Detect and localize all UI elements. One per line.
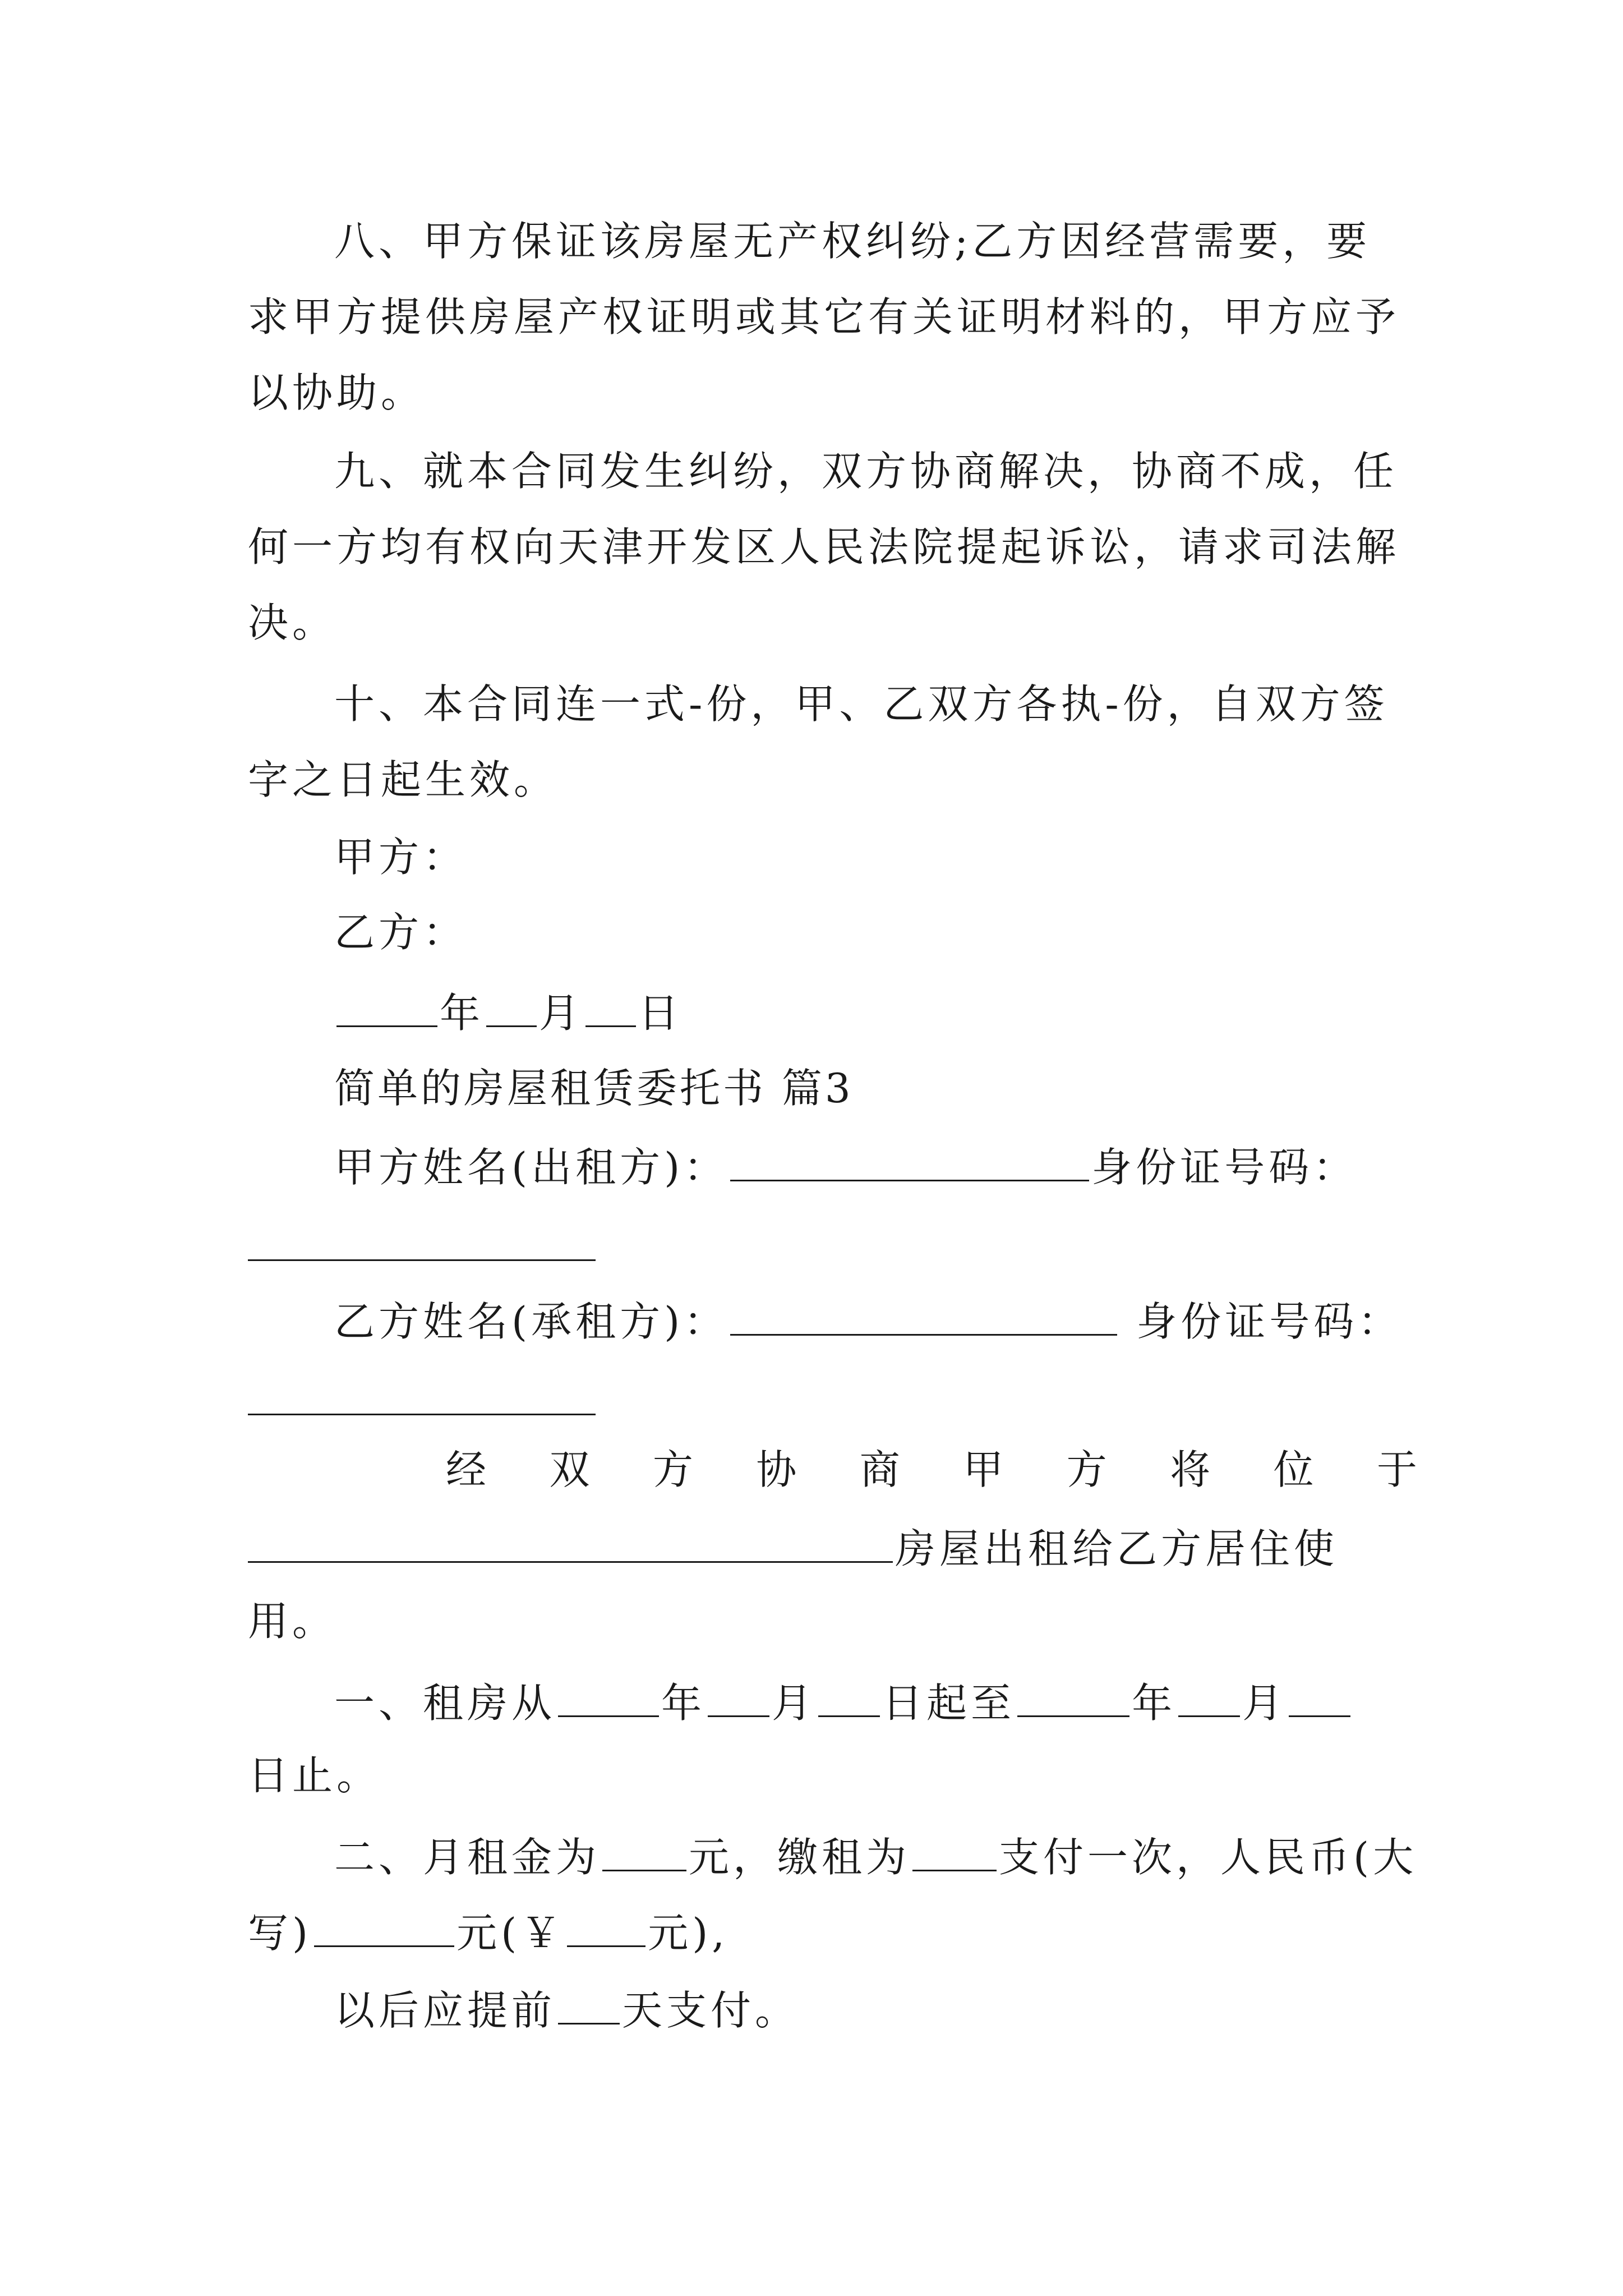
agreement-char: 将 <box>1170 1446 1215 1493</box>
signing-date <box>334 982 1623 1041</box>
clause-9-text-1: 九、就本合同发生纠纷，双方协商解决，协商不成，任 <box>334 448 1398 495</box>
agreement-char: 协 <box>756 1446 801 1493</box>
start-day-blank <box>818 1672 880 1717</box>
monthly-rent-line-1 <box>334 1826 1623 1885</box>
month-label: 月 <box>539 990 584 1037</box>
clause-9-line-3 <box>248 595 1623 651</box>
year-label: 年 <box>440 990 485 1037</box>
lessor-id-blank <box>248 1259 596 1261</box>
advance-days-blank <box>558 1979 620 2024</box>
monthly-rent-line-2 <box>248 1902 1623 1961</box>
party-a-signature <box>334 829 1623 885</box>
lessor-id-label: 身份证号码： <box>1091 1144 1358 1191</box>
month-blank <box>486 982 537 1027</box>
start-year-blank <box>558 1672 659 1717</box>
lessee-line <box>334 1290 1623 1350</box>
lessor-line <box>334 1136 1623 1195</box>
end-month-blank <box>1178 1672 1240 1717</box>
agreement-char: 经 <box>446 1446 491 1493</box>
agreement-end-text: 用。 <box>248 1598 337 1645</box>
agreement-char: 方 <box>652 1446 697 1493</box>
lessee-id-blank <box>248 1414 596 1415</box>
clause-9-text-3: 决。 <box>248 599 337 646</box>
clause-9-text-2: 何一方均有权向天津开发区人民法院提起诉讼，请求司法解 <box>248 523 1400 570</box>
payment-text: 支付一次，人民币(大 <box>999 1834 1418 1881</box>
rent-end-text: 日止。 <box>248 1752 381 1799</box>
capital-amount-blank <box>314 1902 454 1947</box>
payment-cycle-blank <box>912 1826 997 1871</box>
end-month-label: 月 <box>1242 1680 1287 1727</box>
agreement-char: 甲 <box>963 1446 1008 1493</box>
lessee-name-blank <box>730 1290 1117 1336</box>
lessor-name-label: 甲方姓名(出租方)： <box>334 1144 728 1191</box>
agreement-tail-text: 房屋出租给乙方居住使 <box>895 1525 1339 1572</box>
rent-to-label: 日起至 <box>882 1680 1016 1727</box>
section-title-text: 简单的房屋租赁委托书 篇3 <box>334 1065 854 1112</box>
start-month-label: 月 <box>772 1680 817 1727</box>
capital-label: 写) <box>248 1910 312 1957</box>
clause-8-line-2 <box>248 289 1623 345</box>
agreement-char: 双 <box>549 1446 594 1493</box>
agreement-char: 于 <box>1377 1446 1422 1493</box>
agreement-line-3 <box>248 1593 1623 1649</box>
clause-10-text-2: 字之日起生效。 <box>248 756 559 803</box>
yuan-label: 元(￥ <box>457 1910 565 1957</box>
end-day-blank <box>1289 1672 1350 1717</box>
clause-10-line-1 <box>334 676 1623 732</box>
rent-period-line-2 <box>248 1747 1623 1803</box>
start-year-label: 年 <box>661 1680 706 1727</box>
clause-9-line-2 <box>248 519 1623 575</box>
party-b-label: 乙方： <box>334 909 468 956</box>
clause-9-line-1 <box>334 443 1623 499</box>
day-blank <box>585 982 636 1027</box>
agreement-line-2 <box>248 1517 1623 1577</box>
rent-from-label: 一、租房从 <box>334 1680 556 1727</box>
end-year-label: 年 <box>1132 1680 1177 1727</box>
rent-period-line-1 <box>334 1672 1623 1731</box>
clause-10-text-1: 十、本合同连一式-份，甲、乙双方各执-份，自双方签 <box>334 680 1389 728</box>
advance-label: 以后应提前 <box>334 1987 556 2034</box>
rent-amount-blank <box>602 1826 686 1871</box>
lessee-name-label: 乙方姓名(承租方)： <box>334 1298 728 1345</box>
day-label: 日 <box>638 990 683 1037</box>
agreement-char: 方 <box>1066 1446 1111 1493</box>
agreement-line-1 <box>0 1442 1623 1498</box>
monthly-rent-label: 二、月租金为 <box>334 1834 601 1881</box>
lessor-name-blank <box>730 1136 1089 1181</box>
agreement-char: 位 <box>1273 1446 1318 1493</box>
clause-8-line-3 <box>248 365 1623 421</box>
advance-payment-line <box>334 1979 1623 2039</box>
advance-text: 天支付。 <box>622 1987 800 2034</box>
clause-10-line-2 <box>248 752 1623 808</box>
numeric-amount-blank <box>567 1902 645 1947</box>
agreement-char: 商 <box>859 1446 904 1493</box>
end-year-blank <box>1017 1672 1129 1717</box>
clause-8-text-2: 求甲方提供房屋产权证明或其它有关证明材料的，甲方应予 <box>248 293 1400 341</box>
section-title <box>334 1060 1623 1116</box>
party-a-label: 甲方： <box>334 834 468 881</box>
address-blank <box>248 1517 893 1563</box>
year-blank <box>336 982 437 1027</box>
lessee-id-label: 身份证号码： <box>1136 1298 1403 1345</box>
party-b-signature <box>334 904 1623 960</box>
clause-8-line-1 <box>334 213 1623 269</box>
payment-cycle-label: 元，缴租为 <box>689 1834 911 1881</box>
start-month-blank <box>708 1672 769 1717</box>
clause-8-text-3: 以协助。 <box>248 369 426 416</box>
clause-8-text-1: 八、甲方保证该房屋无产权纠纷;乙方因经营需要，要 <box>334 218 1371 265</box>
yuan-close-label: 元), <box>648 1910 729 1957</box>
